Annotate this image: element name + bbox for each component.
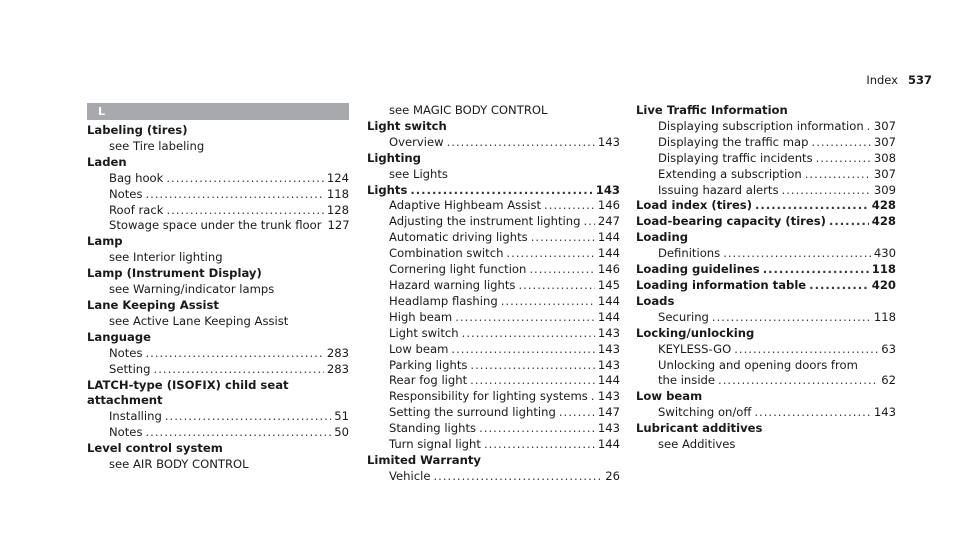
index-term bbox=[636, 262, 896, 278]
entry-label: Switching on/off bbox=[658, 405, 752, 420]
dot-leader bbox=[410, 183, 592, 199]
page-reference[interactable]: 143 bbox=[597, 389, 620, 404]
index-subentry bbox=[367, 405, 620, 421]
page-number: 537 bbox=[907, 73, 932, 87]
dot-leader bbox=[433, 469, 602, 485]
index-subentry bbox=[636, 405, 896, 421]
index-subentry bbox=[367, 421, 620, 437]
index-subentry bbox=[636, 310, 896, 326]
entry-label: LATCH-type (ISOFIX) child seat bbox=[87, 377, 289, 392]
entry-label: Locking/unlocking bbox=[636, 325, 755, 340]
dot-leader bbox=[734, 342, 878, 358]
entry-label: Bag hook bbox=[109, 170, 164, 185]
index-subentry bbox=[367, 135, 620, 151]
index-subentry bbox=[87, 218, 349, 234]
index-term bbox=[87, 298, 349, 314]
dot-leader bbox=[812, 135, 871, 151]
index-term bbox=[636, 294, 896, 310]
page-reference[interactable]: 283 bbox=[326, 345, 349, 360]
index-subentry bbox=[367, 358, 620, 374]
entry-label: Roof rack bbox=[109, 202, 164, 217]
index-term bbox=[367, 119, 620, 135]
index-subentry bbox=[636, 151, 896, 167]
index-subentry bbox=[367, 469, 620, 485]
page-reference[interactable]: 308 bbox=[873, 150, 896, 165]
entry-label: Live Traffic Information bbox=[636, 103, 788, 117]
index-subentry bbox=[367, 167, 620, 183]
page-reference[interactable]: 144 bbox=[597, 373, 620, 388]
dot-leader bbox=[146, 187, 324, 203]
entry-label: High beam bbox=[389, 309, 453, 324]
entry-label: Rear fog light bbox=[389, 373, 468, 388]
entry-label: Loading bbox=[636, 230, 689, 245]
entry-label: see Tire labeling bbox=[109, 138, 205, 153]
section-name: Index bbox=[866, 73, 898, 87]
index-term bbox=[87, 378, 349, 394]
dot-leader bbox=[146, 425, 332, 441]
page-reference[interactable]: 144 bbox=[597, 309, 620, 324]
entry-label: Displaying the traffic map bbox=[658, 134, 809, 149]
index-subentry bbox=[636, 437, 896, 453]
page-reference[interactable]: 430 bbox=[873, 246, 896, 261]
dot-leader bbox=[805, 167, 871, 183]
page-reference[interactable]: 63 bbox=[881, 341, 896, 356]
entry-label: Vehicle bbox=[389, 468, 431, 483]
dot-leader bbox=[809, 278, 869, 294]
index-column-3 bbox=[636, 103, 896, 453]
entry-label: see Active Lane Keeping Assist bbox=[109, 313, 289, 328]
entry-label: Overview bbox=[389, 134, 444, 149]
entry-label: Lamp bbox=[87, 234, 123, 249]
index-term bbox=[636, 198, 896, 214]
entry-label: Extending a subscription bbox=[658, 166, 802, 181]
index-subentry bbox=[367, 278, 620, 294]
page-reference[interactable]: 428 bbox=[871, 198, 896, 213]
index-subentry bbox=[367, 437, 620, 453]
entry-label: KEYLESS-GO bbox=[658, 341, 732, 356]
entry-label: Loads bbox=[636, 293, 675, 308]
index-subentry bbox=[367, 373, 620, 389]
page-reference[interactable]: 307 bbox=[873, 118, 896, 133]
index-subentry bbox=[636, 183, 896, 199]
entry-label: Lubricant additives bbox=[636, 421, 763, 436]
index-term bbox=[636, 326, 896, 342]
page-reference[interactable]: 144 bbox=[597, 293, 620, 308]
page-reference[interactable]: 118 bbox=[873, 309, 896, 324]
index-subentry bbox=[367, 342, 620, 358]
index-entries bbox=[367, 103, 620, 485]
index-subentry bbox=[87, 425, 349, 441]
dot-leader bbox=[763, 262, 869, 278]
page-reference[interactable]: 307 bbox=[873, 134, 896, 149]
dot-leader bbox=[462, 326, 595, 342]
dot-leader bbox=[166, 171, 324, 187]
dot-leader bbox=[529, 262, 595, 278]
entry-label: Limited Warranty bbox=[367, 452, 481, 467]
index-term bbox=[636, 278, 896, 294]
dot-leader bbox=[470, 373, 595, 389]
index-term bbox=[636, 230, 896, 246]
index-term bbox=[87, 266, 349, 282]
page-reference[interactable]: 62 bbox=[881, 373, 896, 388]
dot-leader bbox=[782, 183, 871, 199]
index-term bbox=[87, 393, 349, 409]
dot-leader bbox=[867, 119, 871, 135]
page-reference[interactable]: 26 bbox=[605, 468, 620, 483]
entry-label: Setting bbox=[109, 361, 151, 376]
entry-label: Lighting bbox=[367, 150, 421, 165]
index-subentry bbox=[367, 262, 620, 278]
dot-leader bbox=[166, 203, 323, 219]
page-reference[interactable]: 147 bbox=[597, 405, 620, 420]
dot-leader bbox=[723, 246, 871, 262]
dot-leader bbox=[165, 409, 331, 425]
index-subentry bbox=[367, 214, 620, 230]
index-term bbox=[367, 151, 620, 167]
entry-label: Hazard warning lights bbox=[389, 277, 516, 292]
entry-label: Unlocking and opening doors from bbox=[658, 357, 858, 372]
dot-leader bbox=[484, 437, 595, 453]
entry-label: Lights bbox=[367, 182, 408, 197]
index-subentry bbox=[87, 187, 349, 203]
index-subentry bbox=[367, 326, 620, 342]
dot-leader bbox=[154, 362, 324, 378]
entry-label: Adjusting the instrument lighting bbox=[389, 214, 581, 229]
page-reference[interactable]: 124 bbox=[326, 170, 349, 185]
index-subentry bbox=[87, 250, 349, 266]
page-reference[interactable]: 247 bbox=[597, 214, 620, 229]
index-subentry bbox=[87, 171, 349, 187]
index-subentry bbox=[636, 373, 896, 389]
page-reference[interactable]: 283 bbox=[326, 361, 349, 376]
index-subentry bbox=[367, 310, 620, 326]
index-subentry bbox=[87, 139, 349, 155]
entry-label: Lamp (Instrument Display) bbox=[87, 266, 262, 281]
entry-label: the inside bbox=[658, 373, 716, 388]
entry-label: Lane Keeping Assist bbox=[87, 297, 219, 312]
page-reference[interactable]: 118 bbox=[871, 262, 896, 277]
page-reference[interactable]: 128 bbox=[326, 202, 349, 217]
page-reference[interactable]: 144 bbox=[597, 437, 620, 452]
index-subentry bbox=[367, 198, 620, 214]
entry-label: Laden bbox=[87, 154, 127, 169]
page-reference[interactable]: 143 bbox=[595, 182, 620, 197]
page-header bbox=[866, 73, 932, 87]
index-subentry bbox=[367, 103, 620, 119]
entry-label: see Additives bbox=[658, 437, 736, 452]
page-reference[interactable]: 420 bbox=[871, 277, 896, 292]
entry-label: Labeling (tires) bbox=[87, 123, 188, 137]
entry-label: see AIR BODY CONTROL bbox=[109, 457, 249, 472]
dot-leader bbox=[591, 389, 595, 405]
index-subentry bbox=[636, 358, 896, 374]
entry-label: Adaptive Highbeam Assist bbox=[389, 198, 542, 213]
entry-label: Standing lights bbox=[389, 421, 477, 436]
dot-leader bbox=[583, 214, 594, 230]
entry-label: attachment bbox=[87, 393, 163, 408]
page-reference[interactable]: 143 bbox=[597, 134, 620, 149]
entry-label: Language bbox=[87, 329, 152, 344]
index-term bbox=[87, 234, 349, 250]
entry-label: see Interior lighting bbox=[109, 250, 223, 265]
page-reference[interactable]: 144 bbox=[597, 246, 620, 261]
index-subentry bbox=[87, 409, 349, 425]
dot-leader bbox=[506, 246, 594, 262]
entry-label: Displaying subscription information bbox=[658, 118, 864, 133]
page-reference[interactable]: 127 bbox=[327, 218, 350, 233]
index-subentry bbox=[636, 135, 896, 151]
index-column-1 bbox=[87, 103, 349, 473]
dot-leader bbox=[718, 373, 878, 389]
entry-label: Low beam bbox=[636, 389, 703, 404]
page-reference[interactable]: 428 bbox=[871, 214, 896, 229]
dot-leader bbox=[146, 346, 324, 362]
entry-label: Load-bearing capacity (tires) bbox=[636, 214, 826, 229]
index-term bbox=[636, 421, 896, 437]
entry-label: Responsibility for lighting systems bbox=[389, 389, 588, 404]
index-subentry bbox=[367, 294, 620, 310]
page-reference[interactable]: 143 bbox=[597, 325, 620, 340]
dot-leader bbox=[755, 198, 869, 214]
index-subentry bbox=[636, 246, 896, 262]
entry-label: Low beam bbox=[389, 341, 449, 356]
dot-leader bbox=[470, 358, 594, 374]
index-subentry bbox=[87, 314, 349, 330]
index-term bbox=[87, 155, 349, 171]
index-subentry bbox=[636, 167, 896, 183]
page-reference[interactable]: 146 bbox=[597, 198, 620, 213]
index-subentry bbox=[87, 203, 349, 219]
index-term bbox=[636, 389, 896, 405]
page-reference[interactable]: 146 bbox=[597, 262, 620, 277]
entry-label: Loading guidelines bbox=[636, 262, 760, 277]
index-subentry bbox=[87, 362, 349, 378]
entry-label: Notes bbox=[109, 425, 143, 440]
entry-label: Load index (tires) bbox=[636, 198, 753, 213]
page-reference[interactable]: 143 bbox=[597, 341, 620, 356]
index-term bbox=[636, 214, 896, 230]
page-reference[interactable]: 118 bbox=[326, 186, 349, 201]
dot-leader bbox=[712, 310, 871, 326]
entry-label: Headlamp flashing bbox=[389, 293, 498, 308]
dot-leader bbox=[559, 405, 595, 421]
dot-leader bbox=[455, 310, 595, 326]
dot-leader bbox=[544, 198, 595, 214]
entry-label: Installing bbox=[109, 409, 162, 424]
index-subentry bbox=[367, 246, 620, 262]
index-term bbox=[87, 441, 349, 457]
index-subentry bbox=[87, 282, 349, 298]
dot-leader bbox=[829, 214, 869, 230]
dot-leader bbox=[451, 342, 594, 358]
entry-label: Notes bbox=[109, 345, 143, 360]
entry-label: Setting the surround lighting bbox=[389, 405, 556, 420]
index-subentry bbox=[367, 230, 620, 246]
page-reference[interactable]: 143 bbox=[597, 357, 620, 372]
page-reference[interactable]: 309 bbox=[873, 182, 896, 197]
entry-label: Notes bbox=[109, 186, 143, 201]
entry-label: Cornering light function bbox=[389, 262, 527, 277]
page-reference[interactable]: 51 bbox=[334, 409, 349, 424]
index-subentry bbox=[636, 342, 896, 358]
entry-label: Level control system bbox=[87, 441, 223, 456]
index-subentry bbox=[367, 389, 620, 405]
dot-leader bbox=[501, 294, 595, 310]
dot-leader bbox=[479, 421, 595, 437]
entry-label: Loading information table bbox=[636, 277, 807, 292]
entry-label: Combination switch bbox=[389, 246, 504, 261]
dot-leader bbox=[531, 230, 595, 246]
entry-label: Stowage space under the trunk floor bbox=[109, 218, 322, 233]
letter-heading: L bbox=[87, 103, 349, 120]
index-term bbox=[87, 123, 349, 139]
dot-leader bbox=[518, 278, 594, 294]
page-reference[interactable]: 143 bbox=[597, 421, 620, 436]
index-entries bbox=[636, 103, 896, 453]
entry-label: Securing bbox=[658, 309, 709, 324]
index-term bbox=[87, 330, 349, 346]
dot-leader bbox=[447, 135, 595, 151]
entry-label: Issuing hazard alerts bbox=[658, 182, 779, 197]
index-term bbox=[367, 183, 620, 199]
entry-label: see Warning/indicator lamps bbox=[109, 282, 275, 297]
entry-label: Automatic driving lights bbox=[389, 230, 528, 245]
page-reference[interactable]: 307 bbox=[873, 166, 896, 181]
index-column-2 bbox=[367, 103, 620, 485]
page-reference[interactable]: 50 bbox=[334, 425, 349, 440]
entry-label: Parking lights bbox=[389, 357, 468, 372]
page-reference[interactable]: 143 bbox=[873, 405, 896, 420]
entry-label: Turn signal light bbox=[389, 437, 481, 452]
entry-label: Displaying traffic incidents bbox=[658, 150, 813, 165]
index-subentry bbox=[636, 119, 896, 135]
entry-label: see MAGIC BODY CONTROL bbox=[389, 103, 548, 117]
index-subentry bbox=[87, 457, 349, 473]
dot-leader bbox=[754, 405, 870, 421]
index-term bbox=[636, 103, 896, 119]
entry-label: Definitions bbox=[658, 246, 721, 261]
index-term bbox=[367, 453, 620, 469]
dot-leader bbox=[816, 151, 871, 167]
index-subentry bbox=[87, 346, 349, 362]
page-reference[interactable]: 145 bbox=[597, 277, 620, 292]
entry-label: see Lights bbox=[389, 166, 448, 181]
entry-label: Light switch bbox=[367, 118, 447, 133]
page-reference[interactable]: 144 bbox=[597, 230, 620, 245]
index-entries bbox=[87, 123, 349, 473]
entry-label: Light switch bbox=[389, 325, 459, 340]
